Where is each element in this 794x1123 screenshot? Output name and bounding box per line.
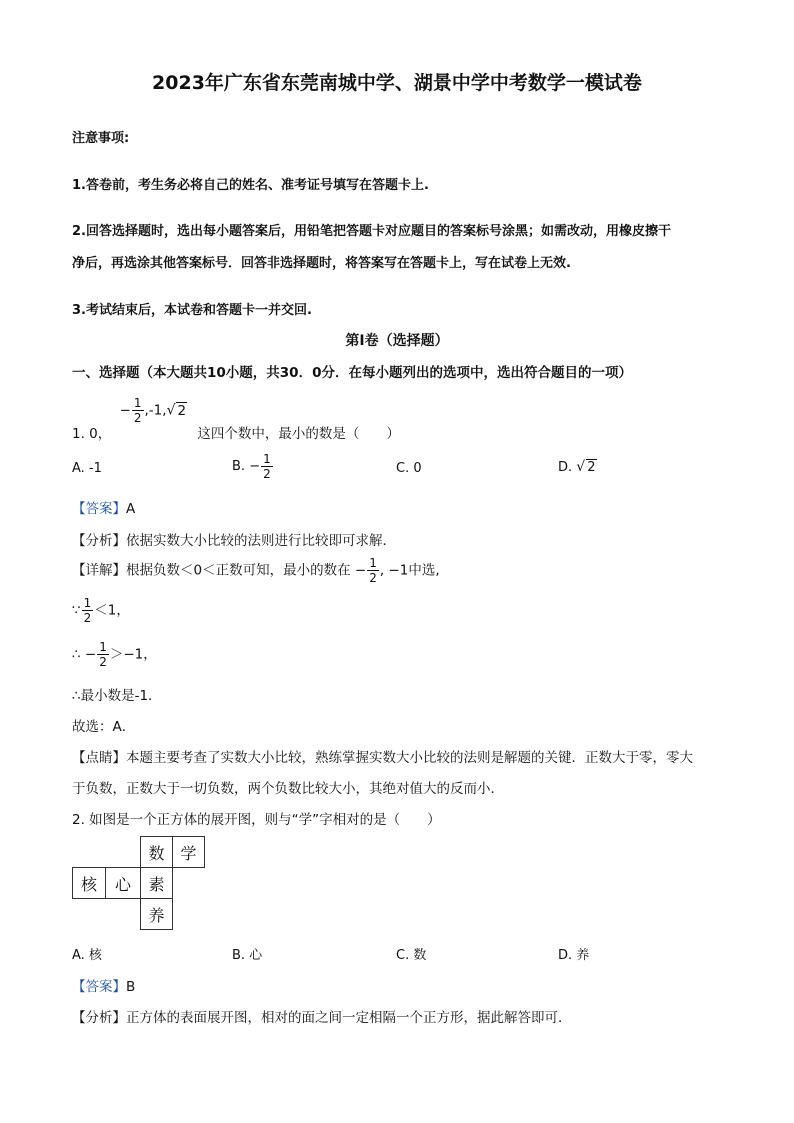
q2-option-a: A. 核	[72, 948, 102, 963]
q2-option-b: B. 心	[232, 948, 263, 963]
notice-1: 1.答卷前，考生务必将自己的姓名、准考证号填写在答题卡上.	[72, 178, 429, 193]
q2-analysis: 【分析】正方体的表面展开图，相对的面之间一定相隔一个正方形，据此解答即可．	[72, 1010, 572, 1026]
q1-therefore: ∴ − $\frac{1}{2}$ ＞−1，	[72, 640, 157, 669]
notice-3: 3.考试结束后，本试卷和答题卡一并交回.	[72, 303, 312, 318]
part-heading: 一、选择题（本大题共10小题，共30．0分．在每小题列出的选项中，选出符合题目的一项）	[72, 365, 632, 381]
net-cell-xin: 心	[105, 867, 141, 899]
question-1-stem	[72, 396, 400, 442]
q1-answer: 【答案】A	[72, 501, 136, 517]
q2-answer: 【答案】B	[72, 979, 136, 995]
q1-suffix: 这四个数中，最小的数是（ ）	[197, 426, 400, 442]
question-2-stem: 2. 如图是一个正方体的展开图，则与“学”字相对的是（ ）	[72, 812, 441, 828]
q1-option-b: B. − $\frac{1}{2}$	[232, 452, 271, 481]
q2-option-d: D. 养	[558, 948, 590, 963]
q1-comment-2: 于负数，正数大于一切负数，两个负数比较大小，其绝对值大的反而小．	[72, 781, 504, 797]
sqrt-two: 2	[177, 402, 187, 419]
q2-option-c: C. 数	[396, 948, 427, 963]
net-cell-su: 素	[140, 867, 173, 899]
q1-option-a: A. -1	[72, 461, 102, 476]
page-title: 2023年广东省东莞南城中学、湖景中学中考数学一模试卷	[152, 72, 642, 94]
q1-option-c: C. 0	[396, 461, 422, 476]
net-cell-yang: 养	[140, 898, 173, 930]
net-cell-xue: 学	[172, 836, 205, 868]
q1-choose: 故选：A．	[72, 719, 136, 735]
q1-detail: 【详解】根据负数＜0＜正数可知，最小的数在 − $\frac{1}{2}$ , −1中选,	[72, 556, 440, 585]
fraction-half: $\frac{1}{2}$	[133, 396, 142, 425]
notice-2: 2.回答选择题时，选出每小题答案后，用铅笔把答题卡对应题目的答案标号涂黑；如需改动，用橡皮擦干	[72, 224, 671, 239]
notice-heading: 注意事项:	[72, 131, 130, 146]
notice-2-cont: 净后，再选涂其他答案标号．回答非选择题时，将答案写在答题卡上，写在试卷上无效.	[72, 256, 571, 271]
q1-analysis: 【分析】依据实数大小比较的法则进行比较即可求解．	[72, 533, 396, 549]
q1-min-line: ∴最小数是-1．	[72, 688, 162, 704]
q1-prefix: 1. 0，	[72, 426, 112, 442]
q1-comment-1: 【点睛】本题主要考查了实数大小比较，熟练掌握实数大小比较的法则是解题的关键．正数大于零，零大	[72, 750, 693, 766]
net-cell-shu: 数	[140, 836, 173, 868]
q1-option-d: D. √ 2	[558, 459, 596, 475]
section-title: 第Ⅰ卷（选择题）	[345, 333, 449, 349]
q1-number-list: − $\frac{1}{2}$ ,-1,√ 2	[119, 396, 187, 425]
net-cell-he: 核	[72, 867, 106, 899]
q1-because: ∵ $\frac{1}{2}$ ＜1，	[72, 596, 130, 625]
